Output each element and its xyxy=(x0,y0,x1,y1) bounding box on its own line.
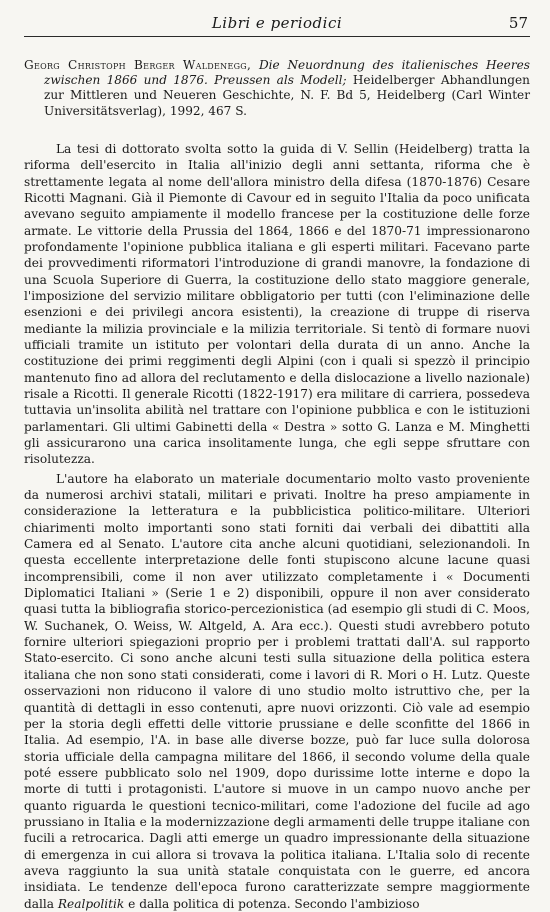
review-paragraph-2 xyxy=(24,471,530,912)
page-header xyxy=(24,10,530,37)
paragraph-2-text: L'autore ha elaborato un materiale documentario molto vasto proveniente da numerosi archivi statali, militari e privati. Inoltre ha preso ampiamente in considerazione la letteratura e la pubblicistica politico-militare. Ulteriori chiarimenti molto importanti sono stati forniti dai verbali dei dibattiti alla Camera ed al Senato. L'autore cita anche alcuni quotidiani, selezionandoli. In questa eccellente interpretazione delle fonti stupiscono alcune lacune quasi incomprensibili, come il non aver utilizzato completamente i « Documenti Diplomatici Italiani » (Serie 1 e 2) disponibili, oppure il non aver considerato quasi tutta la bibliografia storico-percezionistica (ad esempio gli studi di C. Moos, W. Suchanek, O. Weiss, W. Altgeld, A. Ara ecc.). Questi studi avrebbero potuto fornire ulteriori spiegazioni proprio per i problemi trattati dall'A. sul rapporto Stato-esercito. Ci sono anche alcuni testi sulla situazione della politica estera italiana che non sono stati considerati, come i lavori di R. Mori o H. Lutz. Queste osservazioni non riducono il valore di uno studio molto istruttivo che, per la quantità di dettagli in esso contenuti, apre nuovi orizzonti. Ciò vale ad esempio per la storia degli effetti delle vittorie prussiane e delle sconfitte del 1866 in Italia. Ad esempio, l'A. in base alle diverse bozze, può far luce sulla dolorosa storia ufficiale della campagna militare del 1866, il secondo volume della quale poté essere pubblicato solo nel 1909, dopo durissime lotte interne e dopo la morte di tutti i protagonisti. L'autore si muove in un campo nuovo anche per quanto riguarda le questioni tecnico-militari, come l'adozione del fucile ad ago prussiano in Italia e la modernizzazione degli armamenti delle truppe italiane con fucili a retrocarica. Dagli atti emerge un quadro impressionante della situazione di emergenza in cui allora si trovava la politica italiana. L'Italia solo di recente aveva raggiunto la sua unità statale conquistata con le guerre, ed ancora insidiata. Le tendenze dell'epoca furono caratterizzate sempre maggiormente dalla xyxy=(24,471,530,911)
running-head: Libri e periodici xyxy=(211,14,343,32)
page-number: 57 xyxy=(508,14,528,32)
citation-author: Georg Christoph Berger Waldenegg, xyxy=(24,58,252,72)
review-paragraph-1: La tesi di dottorato svolta sotto la guida di V. Sellin (Heidelberg) tratta la riforma dell'esercito in Italia all'inizio degli anni settanta, riforma che è strettamente legata al nome dell'allora ministro della difesa (1870-1876) Cesare Ricotti Magnani. Già il Piemonte di Cavour ed in seguito l'Italia da poco unificata avevano seguito ampiamente il modello francese per la costituzione delle forze armate. Le vittorie della Prussia del 1864, 1866 e del 1870-71 impressionarono profondamente l'opinione pubblica italiana e gli esperti militari. Facevano parte dei provvedimenti riformatori l'introduzione di grandi manovre, la fondazione di una Scuola Superiore di Guerra, la costituzione dello stato maggiore generale, l'imposizione del servizio militare obbligatorio per tutti (con l'eliminazione delle esenzioni e dei privilegi ancora esistenti), la creazione di truppe di riserva mediante la milizia provinciale e la milizia territoriale. Si tentò di formare nuovi ufficiali tramite un istituto per volontari della durata di un anno. Anche la costituzione dei primi reggimenti degli Alpini (con i quali si spezzò il principio mantenuto fino ad allora del reclutamento e della dislocazione a livello nazionale) risale a Ricotti. Il generale Ricotti (1822-1917) era militare di carriera, possedeva tuttavia un'insolita abilità nel trattare con l'opinione pubblica e con le istituzioni parlamentari. Gli ultimi Gabinetti della « Destra » sotto G. Lanza e M. Minghetti gli assicurarono una carica insolitamente lunga, che egli seppe sfruttare con risolutezza. xyxy=(24,141,530,467)
paragraph-2-italic-term: Realpolitik xyxy=(57,896,125,911)
paragraph-2-text-end: e dalla politica di potenza. Secondo l'ambizioso xyxy=(128,896,420,911)
citation-title: Die Neuordnung des italienisches Heeres zwischen 1866 und 1876. Preussen als Modell; xyxy=(44,58,530,88)
book-citation xyxy=(24,58,530,119)
citation-details: Heidelberger Abhandlungen zur Mittleren und Neueren Geschichte, N. F. Bd 5, Heidelberg (Carl Winter Universitätsverlag), 1992, 467 S. xyxy=(44,73,530,118)
